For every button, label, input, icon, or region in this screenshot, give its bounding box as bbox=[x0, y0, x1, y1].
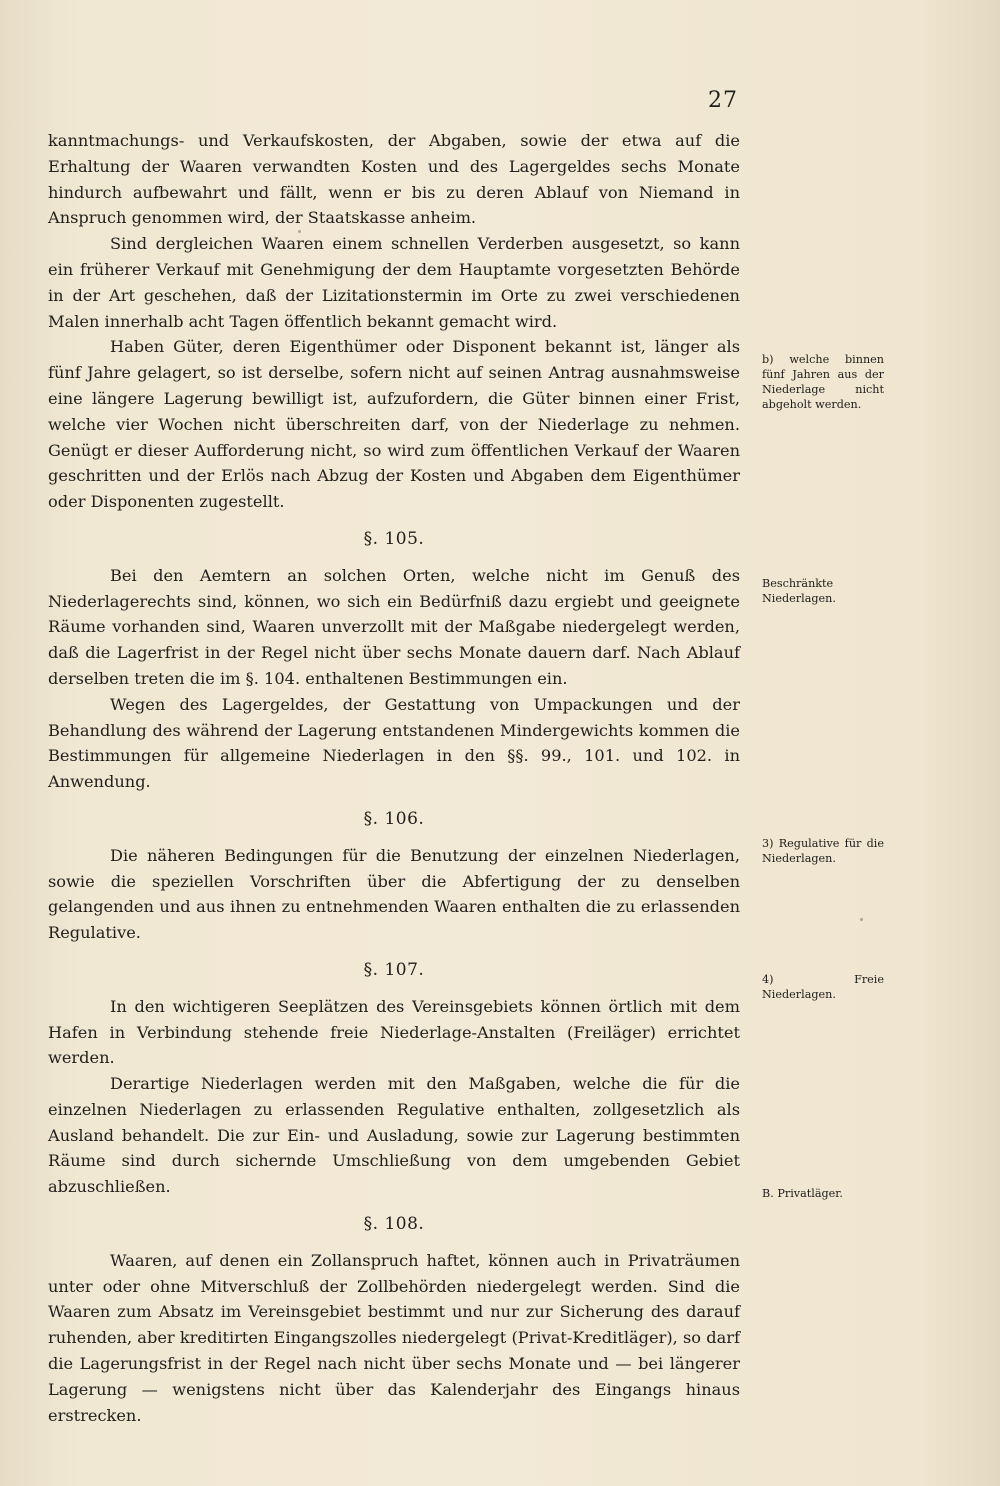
paragraph: Wegen des Lagergeldes, der Gestattung von Umpackungen und der Behandlung des während der Lagerung entstandenen Mindergewichts kommen die Bestimmungen für allgemeine Niederlagen in den §§. 99., 101. und 102. in Anwendung. bbox=[48, 694, 740, 792]
paragraph: Sind dergleichen Waaren einem schnellen Verderben ausgesetzt, so kann ein früherer Verkauf mit Genehmigung der dem Hauptamte vorgesetzten Behörde in der Art geschehen, daß der Lizitationstermin im Orte zu zwei verschiedenen Malen innerhalb acht Tagen öffentlich bekannt gemacht wird. bbox=[48, 234, 740, 331]
margin-note: Beschränkte Niederlagen. bbox=[762, 577, 836, 605]
margin-note: 3) Regulative für die Niederlagen. bbox=[762, 837, 884, 865]
paper-speck bbox=[860, 918, 863, 921]
margin-note: b) welche binnen fünf Jahren aus der Niederlage nicht abgeholt werden. bbox=[762, 353, 884, 411]
section-heading-107: §. 107. bbox=[363, 959, 425, 980]
section-heading-105: §. 105. bbox=[363, 528, 425, 549]
paragraph: Derartige Niederlagen werden mit den Maßgaben, welche die für die einzelnen Niederlagen zu erlassenden Regulative enthalten, zollgesetzlich als Ausland behandelt. Die zur Ein- und Ausladung, sowie zur Lagerung bestimmten Räume sind durch sichernde Umschließung von dem umgebenden Gebiet abzuschließen. bbox=[48, 1074, 740, 1197]
section-heading-106: §. 106. bbox=[363, 808, 425, 829]
main-text bbox=[48, 128, 740, 1428]
paragraph: In den wichtigeren Seeplätzen des Vereinsgebiets können örtlich mit dem Hafen in Verbindung stehende freie Niederlage-Anstalten (Freiläger) errichtet werden. bbox=[48, 996, 740, 1068]
paragraph: Die näheren Bedingungen für die Benutzung der einzelnen Niederlagen, sowie die speziellen Vorschriften über die Abfertigung der zu denselben gelangenden und aus ihnen zu entnehmenden Waaren enthalten die zu erlassenden Regulative. bbox=[48, 845, 740, 943]
paragraph: Bei den Aemtern an solchen Orten, welche nicht im Genuß des Niederlagerechts sind, können, wo sich ein Bedürfniß dazu ergiebt und geeignete Räume vorhanden sind, Waaren unverzollt mit der Maßgabe niedergelegt werden, daß die Lagerfrist in der Regel nicht über sechs Monate dauern darf. Nach Ablauf derselben treten die im §. 104. enthaltenen Bestimmungen ein. bbox=[48, 565, 740, 688]
margin-note: 4) Freie Niederlagen. bbox=[762, 973, 884, 1001]
paragraph: kanntmachungs- und Verkaufskosten, der Abgaben, sowie der etwa auf die Erhaltung der Waaren verwandten Kosten und des Lagergeldes sechs Monate hindurch aufbewahrt und fällt, wenn er bis zu deren Ablauf von Niemand in Anspruch genommen wird, der Staatskasse anheim. bbox=[48, 131, 740, 228]
margin-note: B. Privatläger. bbox=[762, 1187, 843, 1200]
page-number: 27 bbox=[708, 88, 738, 113]
paragraph: Waaren, auf denen ein Zollanspruch haftet, können auch in Privaträumen unter oder ohne Mitverschluß der Zollbehörden niedergelegt werden. Sind die Waaren zum Absatz im Vereinsgebiet bestimmt und nur zur Sicherung des darauf ruhenden, aber kreditirten Eingangszolles niedergelegt (Privat-Kreditläger), so darf die Lagerungsfrist in der Regel nach nicht über sechs Monate und — bei längerer Lagerung — wenigstens nicht über das Kalenderjahr des Eingangs hinaus erstrecken. bbox=[48, 1250, 740, 1425]
section-heading-108: §. 108. bbox=[363, 1214, 425, 1235]
paper-speck bbox=[298, 230, 301, 233]
paragraph: Haben Güter, deren Eigenthümer oder Disponent bekannt ist, länger als fünf Jahre gelagert, so ist derselbe, sofern nicht auf seinen Antrag ausnahmsweise eine längere Lagerung bewilligt ist, aufzufordern, die Güter binnen einer Frist, welche vier Wochen nicht überschreiten darf, von der Niederlage zu nehmen. Genügt er dieser Aufforderung nicht, so wird zum öffentlichen Verkauf der Waaren geschritten und der Erlös nach Abzug der Kosten und Abgaben dem Eigenthümer oder Disponenten zugestellt. bbox=[48, 337, 740, 512]
